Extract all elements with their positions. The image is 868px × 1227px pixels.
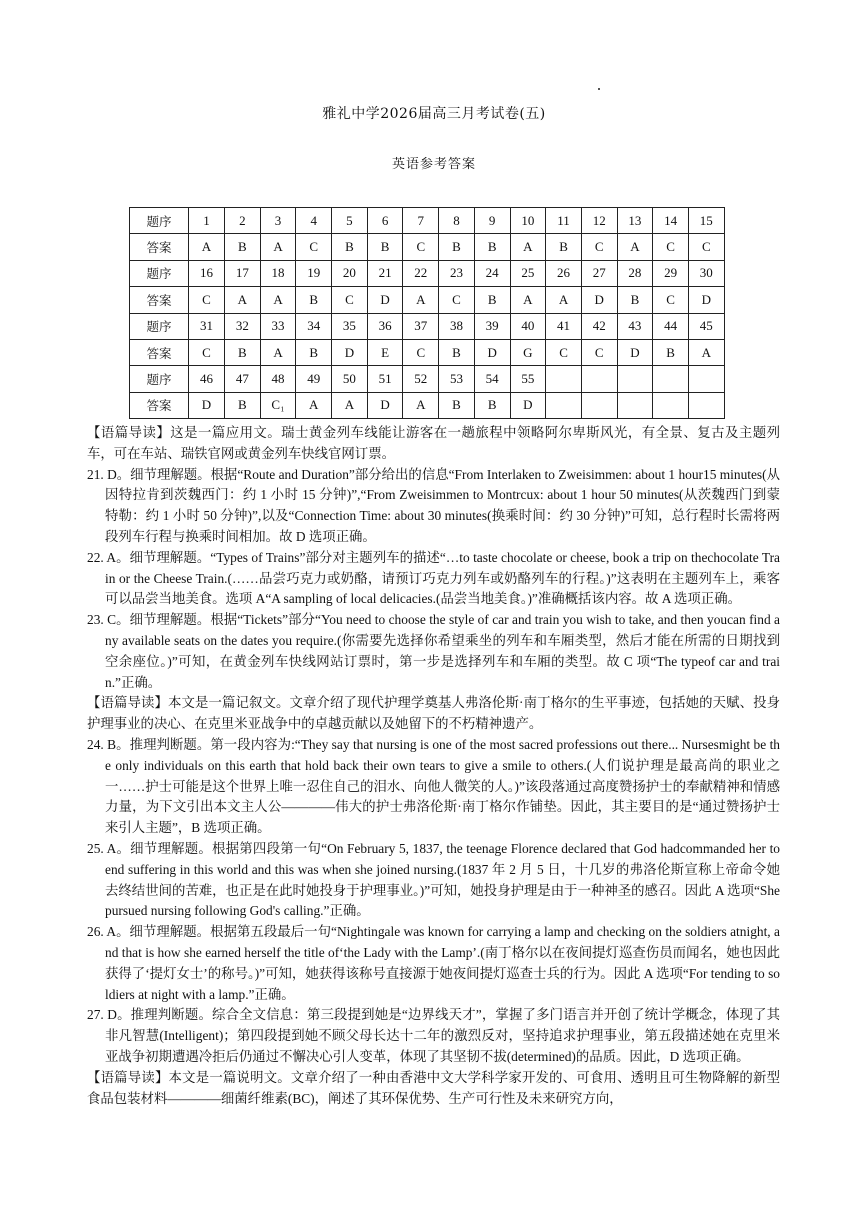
question-number-cell: 31: [189, 313, 225, 339]
answer-explanation: 25. A。细节理解题。根据第四段第一句“On February 5, 1837, the teenage Florence declared that God hadcommanded her to end suffering in this world and this was when she joined nursing.(1837 年 2 月 5 日，十几岁的弗洛伦斯宣称上帝命令她去终结世间的苦难，也正是在此时她投身于护理事业。)”可知，她投身护理是由于一种神圣的感召。因此 A 选项“She pursued nursing following God's calling.”正确。: [87, 840, 780, 919]
answer-cell: B: [439, 339, 475, 365]
answer-cell: B: [296, 339, 332, 365]
answer-cell: B: [439, 392, 475, 418]
answer-table: [129, 207, 725, 419]
answer-cell: A: [688, 339, 724, 365]
question-number-cell: 35: [332, 313, 368, 339]
question-number-cell: 32: [225, 313, 261, 339]
answer-cell: D: [474, 339, 510, 365]
answer-cell: D: [367, 287, 403, 313]
answer-cell: [581, 392, 617, 418]
answer-cell: A: [332, 392, 368, 418]
question-number-row: [130, 208, 725, 234]
question-number-cell: [653, 366, 689, 392]
answer-cell: A: [510, 287, 546, 313]
question-number-cell: 36: [367, 313, 403, 339]
answer-cell: C: [332, 287, 368, 313]
answer-cell: E: [367, 339, 403, 365]
answer-explanation: 23. C。细节理解题。根据“Tickets”部分“You need to choose the style of car and train you wish to take, and then youcan find any available seats on the dates you require.(你需要先选择你希望乘坐的列车和车厢类型，然后才能在所需的日期找到空余座位。)”可知，在黄金列车快线网站订票时，第一步是选择列车和车厢的类型。故 C 项“The typeof car and train.”正确。: [87, 612, 780, 690]
answer-cell: A: [225, 287, 261, 313]
question-number-cell: 26: [546, 260, 582, 286]
answer-cell: C: [688, 234, 724, 260]
answer-cell: D: [688, 287, 724, 313]
question-number-cell: 39: [474, 313, 510, 339]
question-number-cell: 4: [296, 208, 332, 234]
scan-dot: [598, 88, 600, 90]
question-number-cell: 49: [296, 366, 332, 392]
answer-cell: C₁: [260, 392, 296, 418]
question-label-cell: 题序: [130, 366, 189, 392]
question-number-cell: [546, 366, 582, 392]
question-number-cell: 29: [653, 260, 689, 286]
question-number-row: [130, 366, 725, 392]
passage-guide: 【语篇导读】本文是一篇记叙文。文章介绍了现代护理学奠基人弗洛伦斯·南丁格尔的生平事迹，包括她的天赋、投身护理事业的决心、在克里米亚战争中的卓越贡献以及她留下的不朽精神遗产。: [87, 695, 780, 732]
answer-cell: D: [581, 287, 617, 313]
answer-cell: A: [260, 339, 296, 365]
answer-cell: C: [653, 287, 689, 313]
question-number-cell: 40: [510, 313, 546, 339]
question-number-cell: 10: [510, 208, 546, 234]
answer-cell: C: [403, 234, 439, 260]
answer-cell: B: [225, 234, 261, 260]
answer-cell: C: [581, 234, 617, 260]
question-label-cell: 题序: [130, 313, 189, 339]
answer-explanation: 24. B。推理判断题。第一段内容为:“They say that nursing is one of the most sacred professions out there... Nursesmight be the only individuals on this earth that hold back their own tears to give a smile to others.(人们说护理是最高尚的职业之一……护士可能是这个世界上唯一忍住自己的泪水、向他人微笑的人。)”该段落通过高度赞扬护士的奉献精神和情感力量，为下文引出本文主人公————伟大的护士弗洛伦斯·南丁格尔作铺垫。因此，其主要目的是“通过赞扬护士来引人主题”，B 选项正确。: [87, 736, 780, 836]
answer-cell: C: [439, 287, 475, 313]
question-number-cell: 23: [439, 260, 475, 286]
question-number-cell: 53: [439, 366, 475, 392]
question-number-cell: 16: [189, 260, 225, 286]
question-label-cell: 题序: [130, 260, 189, 286]
question-label-cell: 题序: [130, 208, 189, 234]
answer-cell: B: [332, 234, 368, 260]
answer-cell: D: [367, 392, 403, 418]
question-number-cell: 8: [439, 208, 475, 234]
answer-row: [130, 287, 725, 313]
answer-row: [130, 392, 725, 418]
answer-cell: A: [510, 234, 546, 260]
answer-cell: B: [653, 339, 689, 365]
answer-explanation: 21. D。细节理解题。根据“Route and Duration”部分给出的信息“From Interlaken to Zweisimmen: about 1 hour15 minutes(从因特拉肯到茨魏西门：约 1 小时 15 分钟)”,“From Zweisimmen to Montrcux: about 1 hour 50 minutes(从茨魏西门到蒙特勒：约 1 小时 50 分钟)”,以及“Connection Time: about 30 minutes(换乘时间：约 30 分钟)”可知，总行程时长需将两段列车行程与换乘时间相加。故 D 选项正确。: [87, 466, 780, 544]
question-number-cell: 45: [688, 313, 724, 339]
answer-cell: [688, 392, 724, 418]
answer-cell: D: [617, 339, 653, 365]
answer-cell: [617, 392, 653, 418]
answer-cell: A: [617, 234, 653, 260]
answer-label-cell: 答案: [130, 234, 189, 260]
question-number-cell: 9: [474, 208, 510, 234]
answer-cell: D: [510, 392, 546, 418]
question-number-cell: 41: [546, 313, 582, 339]
question-number-cell: 33: [260, 313, 296, 339]
answer-cell: C: [189, 339, 225, 365]
answer-key-heading: 英语参考答案: [391, 157, 476, 172]
answer-label-cell: 答案: [130, 339, 189, 365]
answer-cell: B: [439, 234, 475, 260]
question-number-cell: [688, 366, 724, 392]
question-number-cell: 52: [403, 366, 439, 392]
answer-row: [130, 339, 725, 365]
passage-guide: 【语篇导读】本文是一篇说明文。文章介绍了一种由香港中文大学科学家开发的、可食用、透明且可生物降解的新型食品包装材料————细菌纤维素(BC)，阐述了其环保优势、生产可行性及未来研究方向，: [87, 1069, 780, 1106]
passage-guide: 【语篇导读】这是一篇应用文。瑞士黄金列车线能让游客在一趟旅程中领略阿尔卑斯风光，有全景、复古及主题列车，可在车站、瑞铁官网或黄金列车快线官网订票。: [87, 425, 780, 461]
answer-cell: C: [546, 339, 582, 365]
question-number-row: [130, 313, 725, 339]
answer-cell: C: [653, 234, 689, 260]
question-number-cell: 3: [260, 208, 296, 234]
answer-cell: A: [296, 392, 332, 418]
question-number-cell: 51: [367, 366, 403, 392]
explanations: [87, 423, 780, 1109]
answer-cell: C: [189, 287, 225, 313]
question-number-cell: 22: [403, 260, 439, 286]
question-number-cell: 1: [189, 208, 225, 234]
question-number-cell: 25: [510, 260, 546, 286]
answer-cell: [546, 392, 582, 418]
question-number-cell: [581, 366, 617, 392]
question-number-cell: 42: [581, 313, 617, 339]
answer-label-cell: 答案: [130, 392, 189, 418]
answer-cell: B: [474, 392, 510, 418]
answer-cell: [653, 392, 689, 418]
answer-cell: B: [474, 287, 510, 313]
answer-cell: A: [403, 392, 439, 418]
answer-explanation: 27. D。推理判断题。综合全文信息：第三段提到她是“边界线天才”，掌握了多门语言并开创了统计学概念，体现了其非凡智慧(Intelligent)；第四段提到她不顾父母长达十二年的激烈反对，坚持追求护理事业，第五段描述她在克里米亚战争初期遭遇冷拒后仍通过不懈决心引人变革，体现了其坚韧不拔(determined)的品质。因此，D 选项正确。: [87, 1007, 780, 1064]
question-number-cell: 27: [581, 260, 617, 286]
answer-cell: A: [260, 234, 296, 260]
answer-cell: B: [367, 234, 403, 260]
answer-cell: C: [403, 339, 439, 365]
question-number-cell: 37: [403, 313, 439, 339]
question-number-cell: 18: [260, 260, 296, 286]
question-number-cell: 55: [510, 366, 546, 392]
question-number-row: [130, 260, 725, 286]
question-number-cell: 30: [688, 260, 724, 286]
question-number-cell: 47: [225, 366, 261, 392]
answer-cell: B: [296, 287, 332, 313]
question-number-cell: 43: [617, 313, 653, 339]
question-number-cell: 44: [653, 313, 689, 339]
answer-cell: B: [617, 287, 653, 313]
answer-label-cell: 答案: [130, 287, 189, 313]
answer-cell: A: [546, 287, 582, 313]
answer-cell: D: [332, 339, 368, 365]
question-number-cell: 46: [189, 366, 225, 392]
answer-cell: B: [225, 339, 261, 365]
question-number-cell: 6: [367, 208, 403, 234]
answer-explanation: 22. A。细节理解题。“Types of Trains”部分对主题列车的描述“…to taste chocolate or cheese, book a trip on thechocolate Train or the Cheese Train.(……品尝巧克力或奶酪，请预订巧克力列车或奶酪列车的行程。)”这表明在主题列车上，乘客可以品尝当地美食。选项 A“A sampling of local delicacies.(品尝当地美食。)”准确概括该内容。故 A 选项正确。: [87, 549, 780, 607]
question-number-cell: 11: [546, 208, 582, 234]
question-number-cell: 34: [296, 313, 332, 339]
exam-title: 雅礼中学2026届高三月考试卷(五): [322, 106, 546, 122]
question-number-cell: [617, 366, 653, 392]
question-number-cell: 19: [296, 260, 332, 286]
question-number-cell: 20: [332, 260, 368, 286]
question-number-cell: 2: [225, 208, 261, 234]
answer-cell: B: [546, 234, 582, 260]
question-number-cell: 5: [332, 208, 368, 234]
answer-cell: A: [403, 287, 439, 313]
answer-cell: C: [581, 339, 617, 365]
answer-cell: A: [189, 234, 225, 260]
question-number-cell: 24: [474, 260, 510, 286]
question-number-cell: 17: [225, 260, 261, 286]
answer-explanation: 26. A。细节理解题。根据第五段最后一句“Nightingale was known for carrying a lamp and checking on the soldiers atnight, and that is how she earned herself the title of‘the Lady with the Lamp’.(南丁格尔以在夜间提灯巡查伤员而闻名，她也因此获得了‘提灯女士’的称号。)”可知，她获得该称号直接源于她夜间提灯巡查士兵的行为。因此 A 选项“For tending to soldiers at night with a lamp.”正确。: [87, 924, 780, 1002]
question-number-cell: 14: [653, 208, 689, 234]
question-number-cell: 54: [474, 366, 510, 392]
answer-cell: G: [510, 339, 546, 365]
answer-cell: D: [189, 392, 225, 418]
answer-cell: C: [296, 234, 332, 260]
question-number-cell: 21: [367, 260, 403, 286]
question-number-cell: 15: [688, 208, 724, 234]
answer-cell: B: [474, 234, 510, 260]
question-number-cell: 28: [617, 260, 653, 286]
question-number-cell: 48: [260, 366, 296, 392]
question-number-cell: 38: [439, 313, 475, 339]
question-number-cell: 13: [617, 208, 653, 234]
answer-cell: A: [260, 287, 296, 313]
question-number-cell: 50: [332, 366, 368, 392]
question-number-cell: 7: [403, 208, 439, 234]
answer-cell: B: [225, 392, 261, 418]
answer-row: [130, 234, 725, 260]
question-number-cell: 12: [581, 208, 617, 234]
